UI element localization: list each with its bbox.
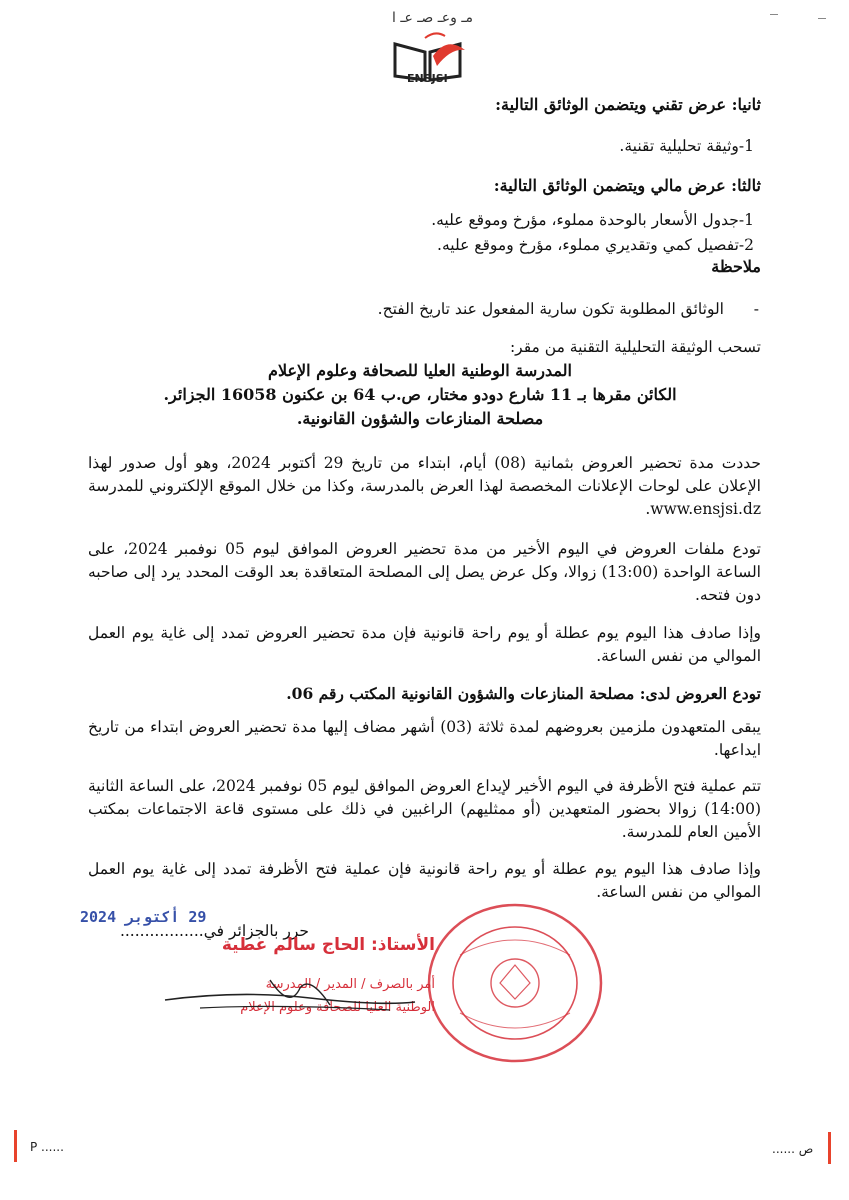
footer-left-mark — [14, 1130, 17, 1162]
submission-office-paragraph: تودع العروض لدى: مصلحة المنازعات والشؤون القانونية المكتب رقم 06. — [286, 684, 761, 703]
school-logo — [385, 10, 480, 90]
school-name: المدرسة الوطنية العليا للصحافة وعلوم الإعلام — [268, 361, 572, 380]
logo-name: ENSJSI — [407, 72, 448, 85]
footer-page-right: ص ...... — [772, 1142, 814, 1156]
preparation-period-paragraph: حددت مدة تحضير العروض بثمانية (08) أيام، ابتداء من تاريخ 29 أكتوبر 2024، وهو أول صدور لهذا الإعلان على لوحات الإعلانات المخصصة لهذا العرض بالمدرسة، وكذا من خلال الموقع الإلكتروني للمدرسة www.ensjsi.dz. — [88, 454, 762, 518]
school-address: الكائن مقرها بـ 11 شارع دودو مختار، ص.ب 64 بن عكنون 16058 الجزائر. — [163, 385, 677, 404]
crop-mark — [818, 18, 826, 19]
withdrawal-intro: تسحب الوثيقة التحليلية التقنية من مقر: — [509, 338, 761, 356]
financial-offer-heading: ثالثا: عرض مالي ويتضمن الوثائق التالية: — [493, 176, 761, 195]
signature-place: حرر بالجزائر في................. — [119, 922, 309, 940]
note-item: الوثائق المطلوبة تكون سارية المفعول عند تاريخ الفتح. — [377, 300, 724, 318]
validity-period-paragraph: يبقى المتعهدون ملزمين بعروضهم لمدة ثلاثة (03) أشهر مضاف إليها مدة تحضير العروض ابتداء من تاريخ ايداعها. — [88, 718, 761, 759]
signer-title-1: أمر بالصرف / المدير / المدرسة — [265, 977, 435, 992]
footer-page-left: P ...... — [30, 1140, 64, 1154]
signer-name-text: الأستاذ: الحاج سالم عطية — [221, 935, 435, 955]
logo-tagline: مـ وعـ صـ عـ ا — [392, 10, 473, 26]
financial-offer-item: 2-تفصيل كمي وتقديري مملوء، مؤرخ وموقع عليه. — [437, 236, 754, 254]
date-stamp: 29 أكتوبر 2024 — [80, 908, 207, 926]
footer-right-mark — [828, 1132, 831, 1164]
opening-session-paragraph: تتم عملية فتح الأظرفة في اليوم الأخير لإيداع العروض الموافق ليوم 05 نوفمبر 2024، على الساعة الثانية (14:00) زوالا بحضور المتعهدين (أو ممثليهم) الراغبين في ذلك على مستوى قاعة الاجتماعات بمكتب الأمين العام للمدرسة. — [88, 777, 762, 841]
handwritten-signature-icon — [160, 970, 420, 1030]
signer-title-2: الوطنية العليا للصحافة وعلوم الإعلام — [240, 1000, 435, 1015]
opening-extension-paragraph: وإذا صادف هذا اليوم يوم عطلة أو يوم راحة قانونية فإن عملية فتح الأظرفة تمدد إلى غاية يوم العمل الموالي من نفس الساعة. — [88, 860, 761, 901]
holiday-extension-paragraph: وإذا صادف هذا اليوم يوم عطلة أو يوم راحة قانونية فإن مدة تحضير العروض تمدد إلى غاية يوم العمل الموالي من نفس الساعة. — [88, 624, 761, 665]
department-name: مصلحة المنازعات والشؤون القانونية. — [296, 409, 544, 428]
submission-deadline-paragraph: تودع ملفات العروض في اليوم الأخير من مدة تحضير العروض الموافق ليوم 05 نوفمبر 2024، على الساعة الواحدة (13:00) زوالا، وكل عرض يصل إلى المصلحة المتعاقدة بعد الوقت المحدد يرد إلى صاحبه دون فتحه. — [88, 540, 761, 604]
note-bullet: - — [753, 300, 759, 318]
technical-offer-heading: ثانيا: عرض تقني ويتضمن الوثائق التالية: — [495, 95, 761, 114]
technical-offer-item: 1-وثيقة تحليلية تقنية. — [619, 137, 754, 155]
official-seal-icon — [420, 895, 610, 1070]
note-heading: ملاحظة — [711, 257, 761, 276]
crop-mark — [770, 14, 778, 15]
financial-offer-item: 1-جدول الأسعار بالوحدة مملوء، مؤرخ وموقع عليه. — [431, 211, 754, 229]
